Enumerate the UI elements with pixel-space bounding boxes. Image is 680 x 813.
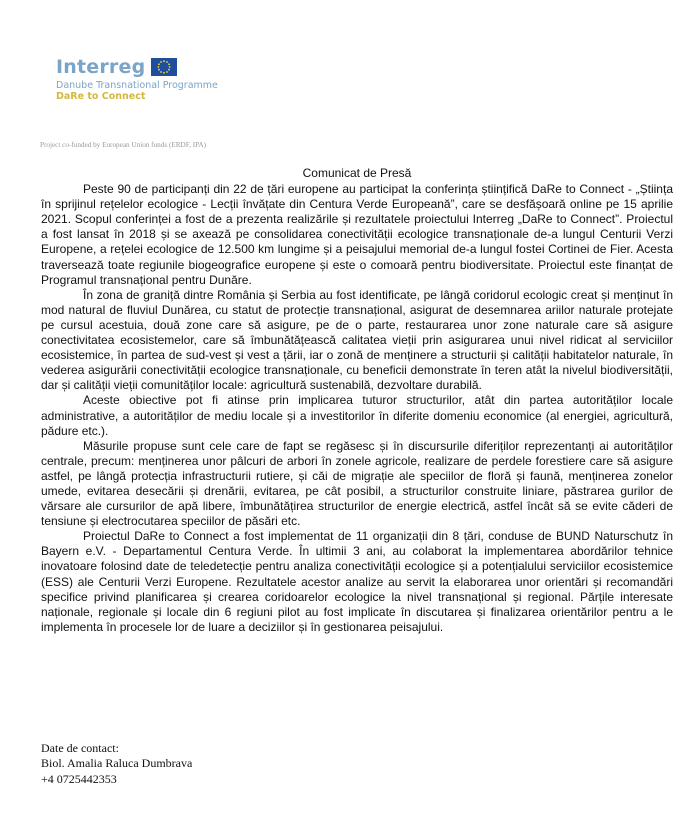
- contact-phone: +4 0725442353: [41, 771, 117, 786]
- contact-label: Date de contact:: [41, 741, 119, 755]
- paragraph: Peste 90 de participanți din 22 de țări europene au participat la conferința științifică DaRe to Connect - „Știința în sprijinul rețelelor ecologice - Lecții învățate din Centura Verde Europeană”, care se desfășoară online pe 15 aprilie 2021. Scopul conferinței a fost de a prezenta realizările și rezultatele proiectului Interreg „DaRe to Connect”. Proiectul a fost lansat în 2018 și se axează pe consolidarea conectivității ecologice transnaționale de-a lungul Centurii Verzi Europene, a rețelei ecologice de 12.500 km lungime și a peisajului memorial de-a lungul fostei Cortinei de Fier. Acesta traversează toate regiunile biogeografice europene și este o comoară pentru biodiversitate. Proiectul este finanțat de Programul transnațional pentru Dunăre.: [41, 182, 673, 287]
- logo-project-name: DaRe to Connect: [56, 91, 146, 102]
- document-title: Comunicat de Presă: [302, 166, 412, 180]
- paragraph: Măsurile propuse sunt cele care de fapt se regăsesc și în discursurile diferiților reprezentanți ai autorităților centrale, precum: menținerea unor pâlcuri de arbori în zonele agricole, realizare de perdele forestiere care să asigure astfel, pe lângă protecția infrastructurii rutiere, și căi de migrație ale speciilor de floră și faună, menținerea zonelor umede, evitarea desecării și drenării, evitarea, pe cât posibil, a structurilor construite liniare, păstrarea gurilor de vărsare ale cursurilor de apă libere, îmbunătățirea structurilor de energie electrică, astfel încât să se evite căderi de tensiune și electrocutarea speciilor de păsări etc.: [41, 438, 673, 529]
- eu-flag-icon: [151, 58, 177, 76]
- paragraph: Proiectul DaRe to Connect a fost implementat de 11 organizații din 8 țări, conduse de BUND Naturschutz în Bayern e.V. - Departamentul Centura Verde. În ultimii 3 ani, au colaborat la implementarea abordărilor tehnice inovatoare folosind date de teledetecție pentru analiza conectivității ecologice și a potențialului serviciilor ecosistemice (ESS) ale Centurii Verzi Europene. Rezultatele acestor analize au servit la elaborarea unor orientări și recomandări specifice privind planificarea și crearea coridoarelor ecologice la nivel transnațional și regional. Părțile interesate naționale, regionale și locale din 6 regiuni pilot au fost implicate în discutarea și finalizarea orientărilor pentru a le implementa în procesele lor de luare a deciziilor și în gestionarea peisajului.: [41, 529, 673, 634]
- press-release-body: [41, 166, 673, 635]
- logo-programme-name: Danube Transnational Programme: [56, 80, 218, 91]
- paragraph: Aceste obiective pot fi atinse prin implicarea tuturor structurilor, atât din partea autorităților locale administrative, a autorităților de mediu locale și a investitorilor în diferite domeniu economice (al energiei, agricultură, pădure etc.).: [41, 393, 673, 438]
- cofunded-note: Project co-funded by European Union funds (ERDF, IPA): [40, 141, 207, 149]
- contact-block: [41, 741, 192, 787]
- logo-wordmark: Interreg: [56, 56, 146, 78]
- paragraph: În zona de graniță dintre România și Serbia au fost identificate, pe lângă coridorul ecologic creat și menținut în mod natural de fluviul Dunărea, cu statut de protecție transnațional, asigurat de desemnarea ariilor naturale protejate pe cursul acestuia, două zone care să asigure, pe de o parte, restaurarea unor zone naturale care să asigure conectivitatea ecosistemelor, care să îmbunătățească calitatea vieții prin asigurarea unui nivel ridicat al serviciilor ecosistemice, în partea de sud-vest și vest a țării, iar o zonă de menținere a structurii și calității habitatelor naturale, în vederea asigurării conectivității ecologice transnaționale, cu beneficii demonstrate în teren atât la nivelul biodiversității, dar și calității vieții comunităților locale: agricultură sustenabilă, dezvoltare durabilă.: [41, 287, 673, 393]
- interreg-logo: [56, 56, 226, 102]
- contact-name: Biol. Amalia Raluca Dumbrava: [41, 756, 193, 771]
